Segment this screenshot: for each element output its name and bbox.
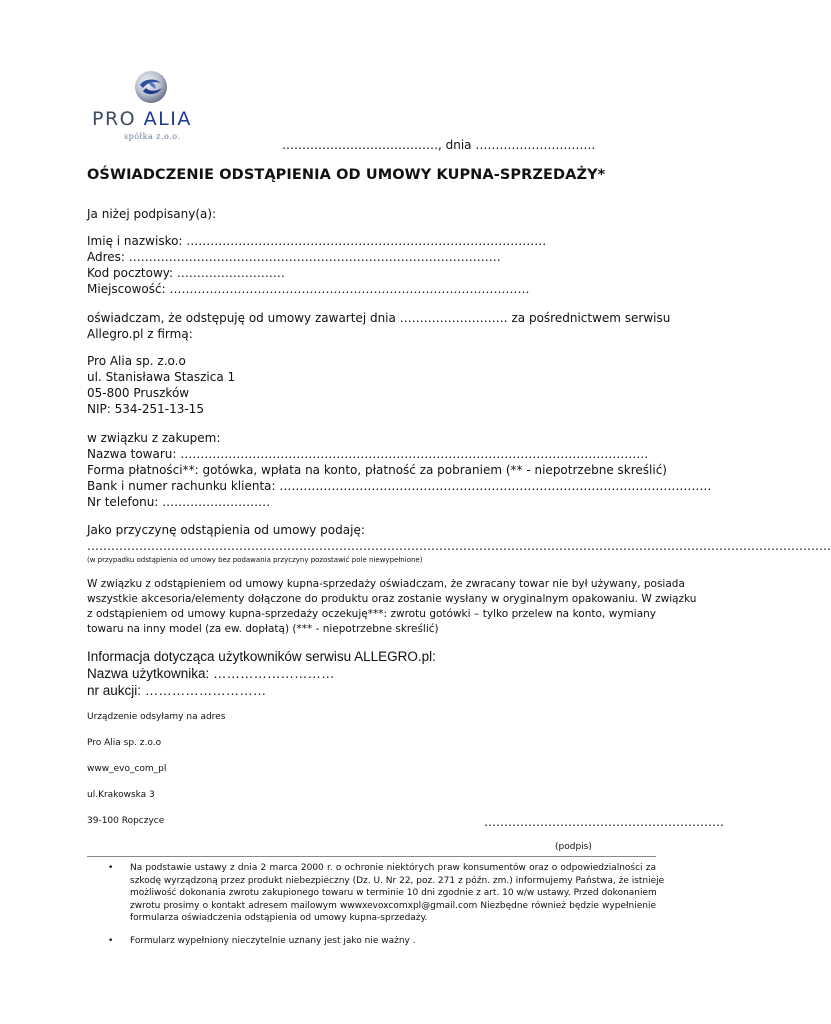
signature-label: (podpis) [555, 842, 592, 852]
signer-name-field: Imię i nazwisko: ……………………………………………………………………………… [87, 234, 547, 248]
signature-line: …………………………………………………… [484, 815, 724, 829]
footnote-divider [87, 856, 656, 857]
company-street: ul. Stanisława Staszica 1 [87, 370, 236, 384]
footnote-1 [108, 862, 665, 925]
signer-address-field: Adres: ………………………………………………………………………………… [87, 250, 501, 264]
logo-brand-pro: PRO [92, 108, 137, 130]
payment-method-field: Forma płatności**: gotówka, wpłata na konto, płatność za pobraniem (** - niepotrzebne skreślić) [87, 463, 667, 477]
bank-account-field: Bank i numer rachunku klienta: ……………………………………………………………………………………………… [87, 479, 712, 493]
logo-globe-icon [134, 70, 168, 104]
logo-brand-alia: ALIA [143, 108, 192, 130]
product-name-field: Nazwa towaru: ……………………………………………………………………………………………………… [87, 447, 649, 461]
shipping-street: ul.Krakowska 3 [87, 790, 155, 800]
allegro-username-field: Nazwa użytkownika: ……………………… [87, 666, 335, 681]
footnote-1-line-2: szkodę wyrządzoną przez produkt niebezpieczny (Dz. U. Nr 22, poz. 271 z późn. zm.) informujemy Państwa, że istnieje [130, 875, 665, 886]
company-nip: NIP: 534-251-13-15 [87, 402, 204, 416]
footnote-1-line-5: formularza oświadczenia odstąpienia od umowy kupna-sprzedaży. [130, 913, 428, 923]
footnote-2-bullet: • [108, 936, 114, 946]
return-text-line-3: z odstąpieniem od umowy kupna-sprzedaży oczekuję***: zwrotu gotówki – tylko przelew na konto, wymiany [87, 608, 656, 620]
declaration-line-1: oświadczam, że odstępuję od umowy zawartej dnia ……………………… za pośrednictwem serwisu [87, 311, 671, 325]
return-text-line-2: wszystkie akcesoria/elementy dołączone do produktu oraz zostanie wysłany w oryginalnym opakowaniu. W związku [87, 593, 697, 605]
allegro-auction-field: nr aukcji: ……………………… [87, 683, 267, 698]
return-text-line-1: W związku z odstąpieniem od umowy kupna-sprzedaży oświadczam, że zwracany towar nie był używany, posiada [87, 578, 685, 590]
signer-postal-field: Kod pocztowy: ……………………… [87, 266, 285, 280]
company-name: Pro Alia sp. z.o.o [87, 354, 186, 368]
shipping-label: Urządzenie odsyłamy na adres [87, 712, 226, 722]
shipping-city: 39-100 Ropczyce [87, 816, 165, 826]
footnote-1-line-4: zwrotu prosimy o kontakt adresem mailowym wwwxevoxcomxpl@gmail.com Niezbędne również będzie wypełnienie [130, 900, 656, 911]
reason-field: …………………………………………………………………………………………………………………………………………………………………… [87, 539, 831, 553]
purchase-intro: w związku z zakupem: [87, 431, 221, 445]
return-text-line-4: towaru na inny model (za ew. dopłatą) (*** - niepotrzebne skreślić) [87, 623, 439, 635]
footnote-1-line-3: możliwość dokonania zwrotu zakupionego towaru w terminie 10 dni zgodnie z art. 10 w/w ustawy. Przed dokonaniem [130, 888, 657, 898]
shipping-web: www_evo_com_pl [87, 764, 167, 774]
footnote-1-bullet: • [108, 863, 114, 873]
company-logo [88, 70, 223, 150]
phone-field: Nr telefonu: ……………………… [87, 495, 271, 509]
company-city: 05-800 Pruszków [87, 386, 190, 400]
shipping-company: Pro Alia sp. z.o.o [87, 738, 162, 748]
reason-label: Jako przyczynę odstąpienia od umowy podaję: [87, 523, 365, 537]
footnote-2-text: Formularz wypełniony nieczytelnie uznany jest jako nie ważny . [130, 936, 416, 946]
logo-subtitle: spółka z.o.o. [124, 132, 181, 141]
reason-note: (w przypadku odstąpienia od umowy bez podawania przyczyny pozostawić pole niewypełnione) [87, 556, 423, 564]
allegro-heading: Informacja dotycząca użytkowników serwisu ALLEGRO.pl: [87, 649, 436, 664]
footnote-1-line-1: Na podstawie ustawy z dnia 2 marca 2000 r. o ochronie niektórych praw konsumentów oraz o odpowiedzialności za [130, 863, 656, 873]
declaration-line-2: Allegro.pl z firmą: [87, 327, 193, 341]
document-title: OŚWIADCZENIE ODSTĄPIENIA OD UMOWY KUPNA-SPRZEDAŻY* [87, 167, 606, 183]
date-line: …………………………………, dnia ………………………… [282, 138, 596, 152]
signer-intro: Ja niżej podpisany(a): [87, 207, 217, 221]
footnote-2 [108, 935, 656, 948]
signer-city-field: Miejscowość: ……………………………………………………………………………… [87, 282, 530, 296]
